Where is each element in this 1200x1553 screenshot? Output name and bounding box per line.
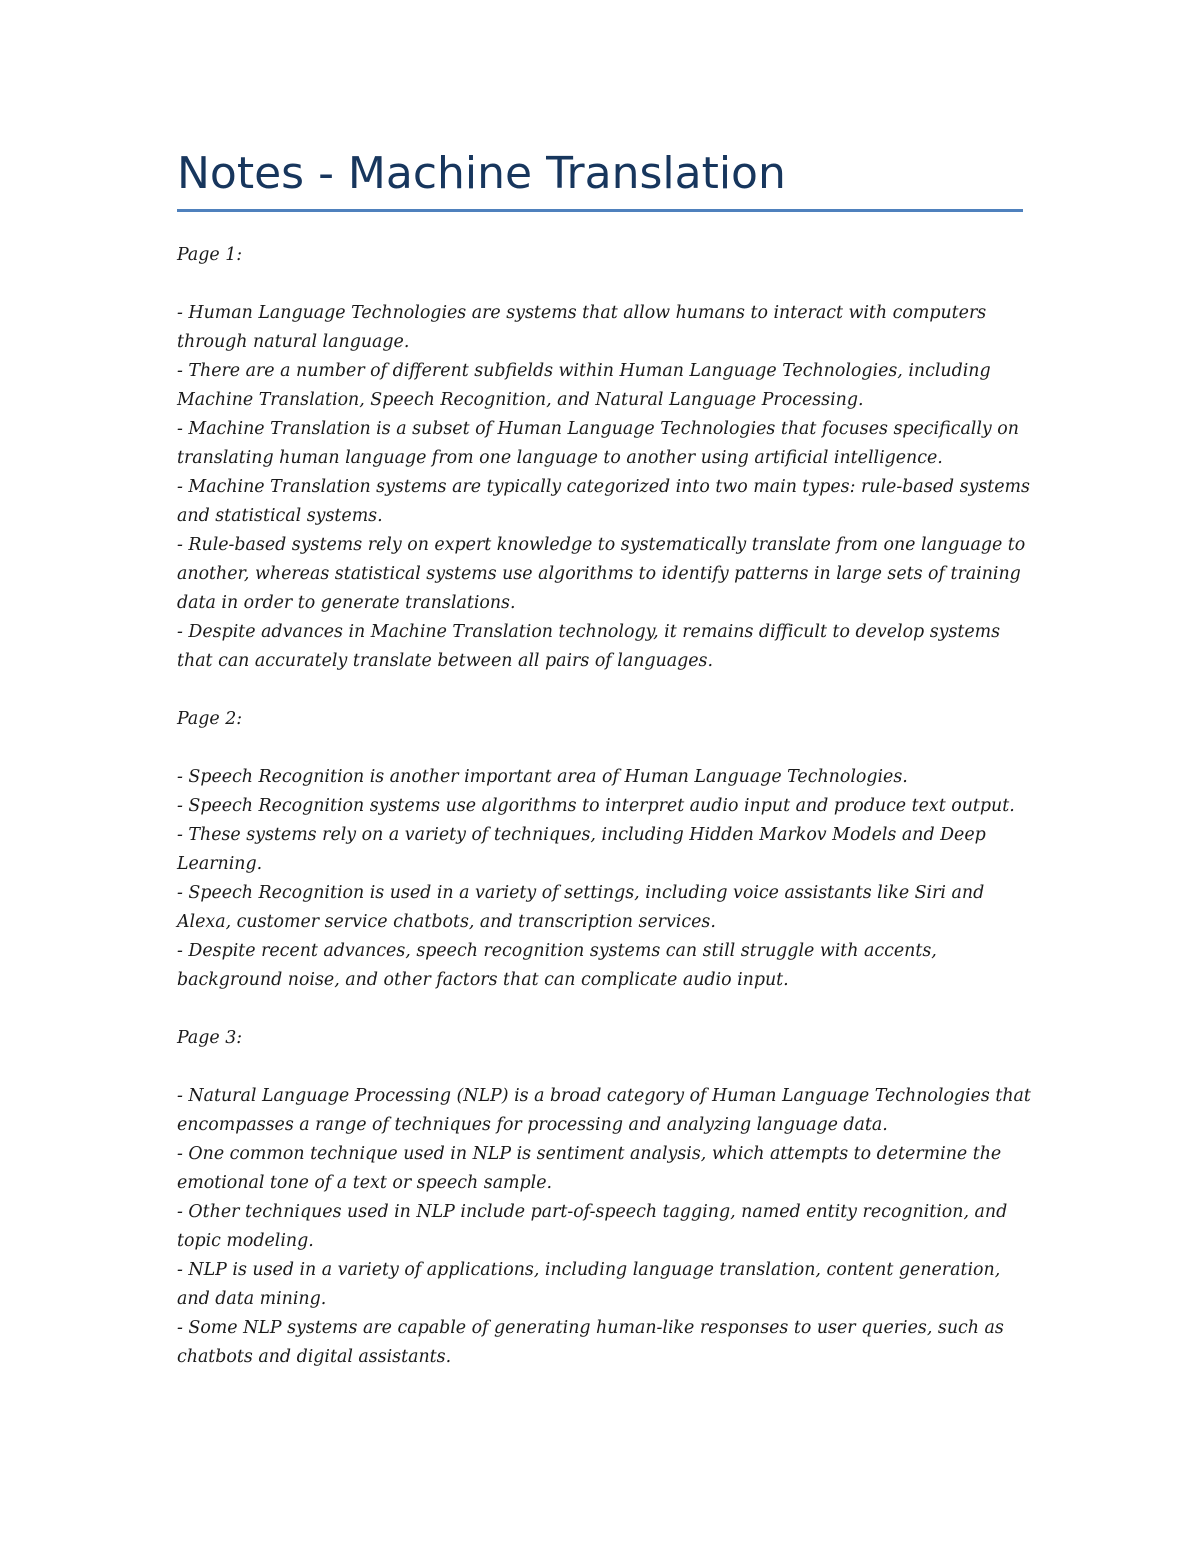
page-title: Notes - Machine Translation — [177, 148, 786, 199]
list-item: - One common technique used in NLP is sentiment analysis, which attempts to determine the emotional tone of a text or speech sample. — [177, 1144, 1002, 1193]
section-label: Page 2: — [177, 709, 243, 729]
document-body — [177, 241, 1037, 1401]
section-page-2 — [177, 705, 1037, 995]
list-item: - Speech Recognition systems use algorithms to interpret audio input and produce text output. — [177, 796, 1015, 816]
list-item: - Machine Translation systems are typically categorized into two main types: rule-based systems and statistical systems. — [177, 477, 1030, 526]
list-item: - Natural Language Processing (NLP) is a broad category of Human Language Technologies that encompasses a range of techniques for processing and analyzing language data. — [177, 1086, 1031, 1135]
list-item: - Rule-based systems rely on expert knowledge to systematically translate from one language to another, whereas statistical systems use algorithms to identify patterns in large sets of training data in order to generate translations. — [177, 535, 1026, 613]
list-item: - Human Language Technologies are systems that allow humans to interact with computers through natural language. — [177, 303, 987, 352]
section-page-1 — [177, 241, 1037, 676]
list-item: - These systems rely on a variety of techniques, including Hidden Markov Models and Deep Learning. — [177, 825, 986, 874]
list-item: - Other techniques used in NLP include part-of-speech tagging, named entity recognition, and topic modeling. — [177, 1202, 1008, 1251]
bullet-list — [177, 299, 1037, 676]
title-underline — [177, 209, 1023, 212]
bullet-list — [177, 1082, 1037, 1372]
section-label: Page 1: — [177, 245, 243, 265]
list-item: - NLP is used in a variety of applications, including language translation, content generation, and data mining. — [177, 1260, 1001, 1309]
section-page-3 — [177, 1024, 1037, 1372]
list-item: - Despite recent advances, speech recognition systems can still struggle with accents, background noise, and other factors that can complicate audio input. — [177, 941, 937, 990]
list-item: - Speech Recognition is used in a variety of settings, including voice assistants like Siri and Alexa, customer service chatbots, and transcription services. — [177, 883, 985, 932]
list-item: - Machine Translation is a subset of Human Language Technologies that focuses specifically on translating human language from one language to another using artificial intelligence. — [177, 419, 1019, 468]
section-label: Page 3: — [177, 1028, 243, 1048]
list-item: - Despite advances in Machine Translation technology, it remains difficult to develop systems that can accurately translate between all pairs of languages. — [177, 622, 1001, 671]
list-item: - Speech Recognition is another important area of Human Language Technologies. — [177, 767, 908, 787]
bullet-list — [177, 763, 1037, 995]
list-item: - There are a number of different subfields within Human Language Technologies, including Machine Translation, Speech Recognition, and Natural Language Processing. — [177, 361, 991, 410]
list-item: - Some NLP systems are capable of generating human-like responses to user queries, such as chatbots and digital assistants. — [177, 1318, 1004, 1367]
